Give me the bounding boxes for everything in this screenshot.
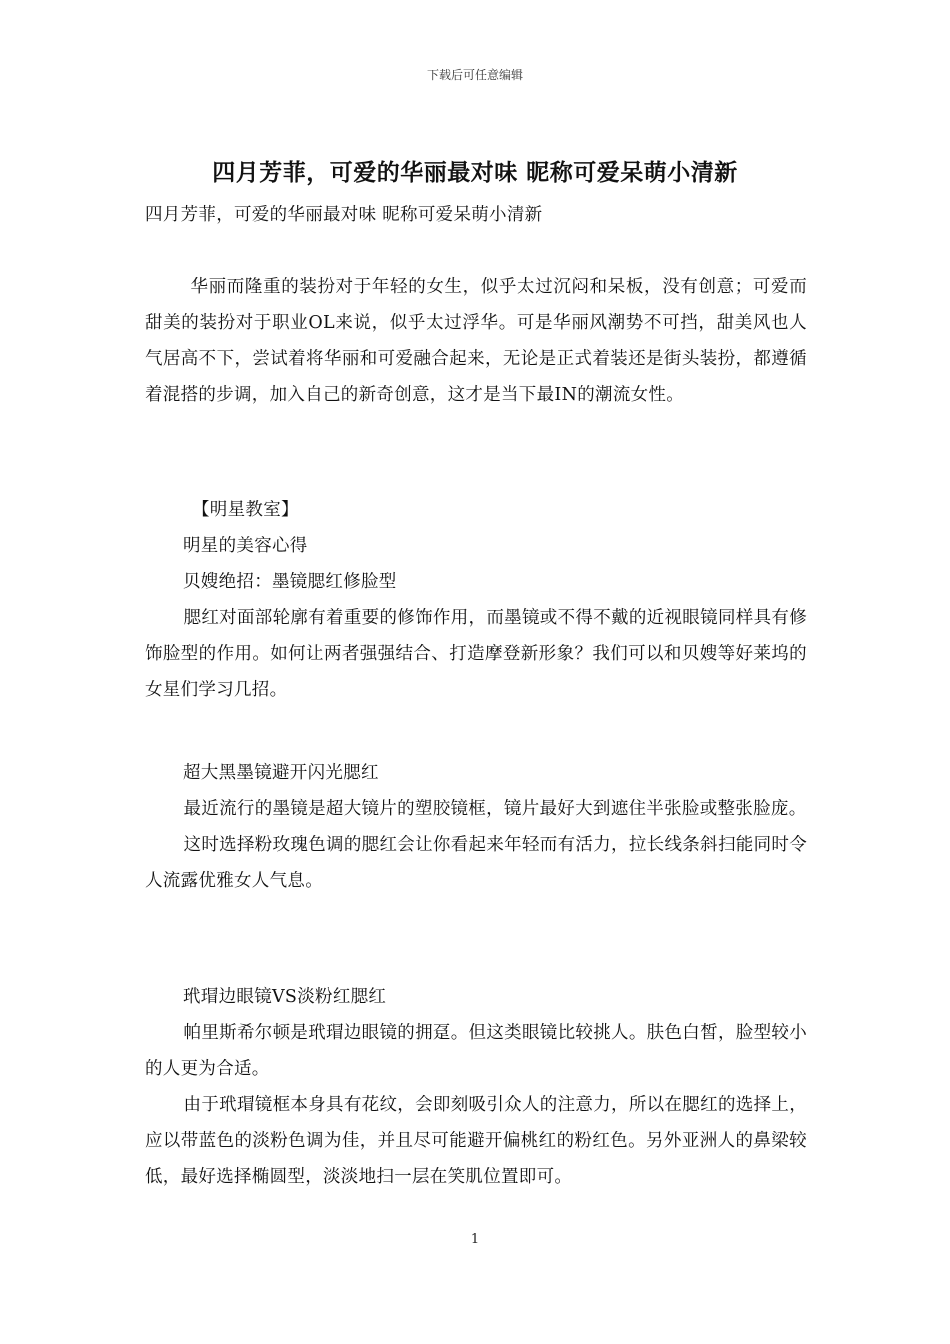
section-heading: 明星的美容心得 <box>183 536 308 556</box>
section-star-classroom <box>145 492 807 708</box>
section-subheading: 贝嫂绝招：墨镜腮红修脸型 <box>183 572 397 592</box>
section-paragraph: 这时选择粉玫瑰色调的腮红会让你看起来年轻而有活力，拉长线条斜扫能同时令人流露优雅女人气息。 <box>145 835 807 891</box>
header-note: 下载后可任意编辑 <box>426 68 523 82</box>
section-oversized-sunglasses <box>145 755 807 899</box>
section-label: 【明星教室】 <box>192 500 299 520</box>
page-number: 1 <box>470 1232 480 1247</box>
document-title: 四月芳菲，可爱的华丽最对味 昵称可爱呆萌小清新 <box>212 159 738 186</box>
section-paragraph: 腮红对面部轮廓有着重要的修饰作用，而墨镜或不得不戴的近视眼镜同样具有修饰脸型的作用。如何让两者强强结合、打造摩登新形象？我们可以和贝嫂等好莱坞的女星们学习几招。 <box>145 608 807 700</box>
section-heading: 超大黑墨镜避开闪光腮红 <box>183 763 379 783</box>
subtitle-text: 四月芳菲，可爱的华丽最对味 昵称可爱呆萌小清新 <box>145 205 543 225</box>
section-tortoiseshell-glasses <box>145 979 807 1195</box>
intro-text: 华丽而隆重的装扮对于年轻的女生，似乎太过沉闷和呆板，没有创意；可爱而甜美的装扮对于职业OL来说，似乎太过浮华。可是华丽风潮势不可挡，甜美风也人气居高不下，尝试着将华丽和可爱融合起来，无论是正式着装还是街头装扮，都遵循着混搭的步调，加入自己的新奇创意，这才是当下最IN的潮流女性。 <box>145 277 807 405</box>
section-paragraph: 帕里斯希尔顿是玳瑁边眼镜的拥趸。但这类眼镜比较挑人。肤色白皙，脸型较小的人更为合适。 <box>145 1023 807 1079</box>
section-paragraph: 最近流行的墨镜是超大镜片的塑胶镜框，镜片最好大到遮住半张脸或整张脸庞。 <box>183 799 807 819</box>
subtitle <box>145 197 807 233</box>
section-heading: 玳瑁边眼镜VS淡粉红腮红 <box>183 987 387 1007</box>
section-paragraph: 由于玳瑁镜框本身具有花纹，会即刻吸引众人的注意力，所以在腮红的选择上，应以带蓝色的淡粉色调为佳，并且尽可能避开偏桃红的粉红色。另外亚洲人的鼻梁较低，最好选择椭圆型，淡淡地扫一层在笑肌位置即可。 <box>145 1095 807 1187</box>
intro-paragraph <box>145 269 807 413</box>
